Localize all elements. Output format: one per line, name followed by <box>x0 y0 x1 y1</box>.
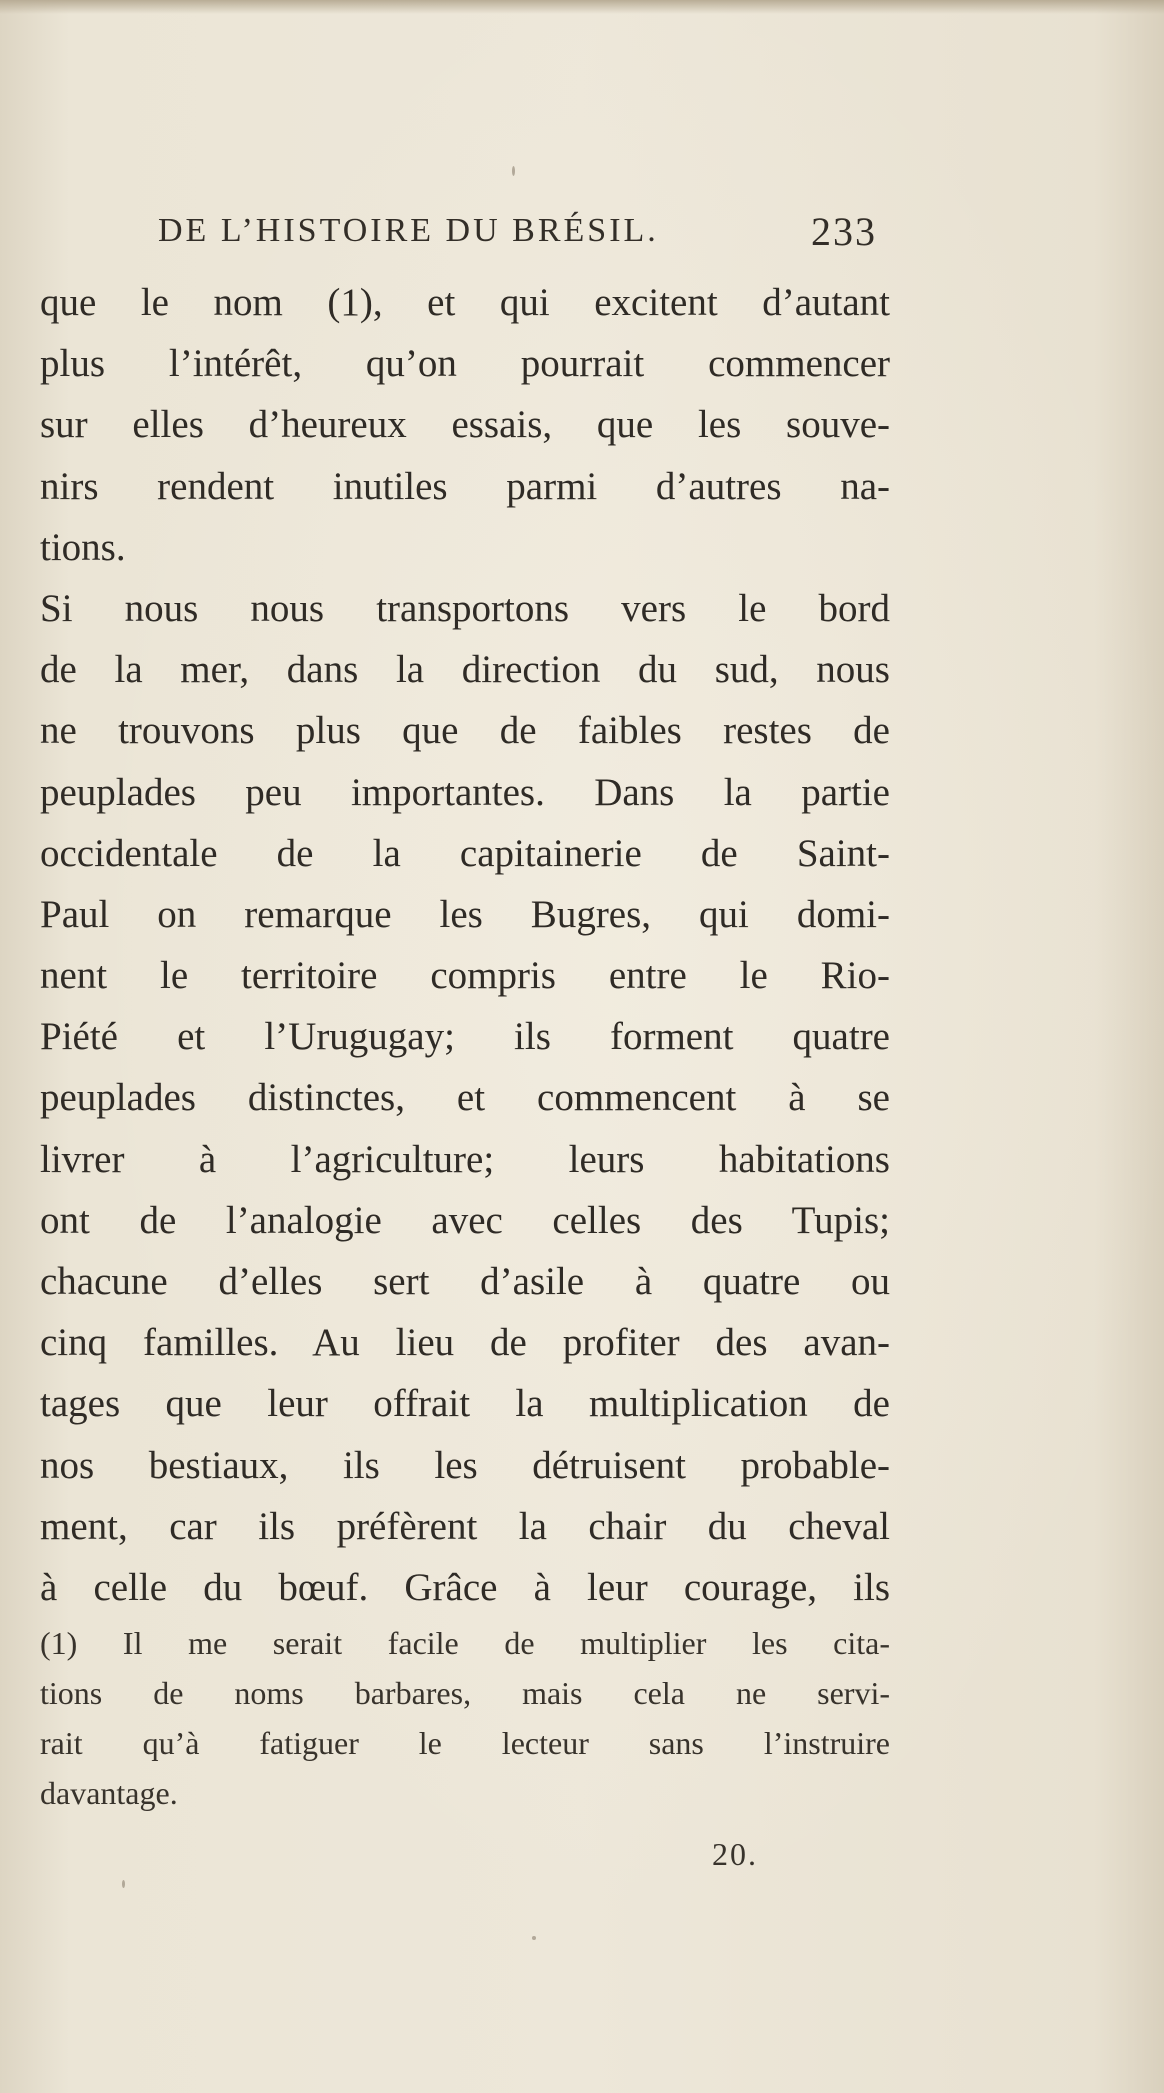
text-line: tages que leur offrait la multiplication de <box>40 1382 890 1426</box>
text-line: Si nous nous transportons vers le bord <box>40 586 890 630</box>
signature-mark: 20. <box>712 1836 758 1872</box>
text-line: ment, car ils préfèrent la chair du cheval <box>40 1504 890 1548</box>
page-number: 233 <box>811 209 877 254</box>
text-line: nent le territoire compris entre le Rio- <box>40 954 890 998</box>
text-line: à celle du bœuf. Grâce à leur courage, ils <box>40 1565 890 1609</box>
text-line: nirs rendent inutiles parmi d’autres na- <box>40 464 890 508</box>
page-top-edge <box>0 0 1164 14</box>
text-line: cinq familles. Au lieu de profiter des avan- <box>40 1321 890 1365</box>
running-head <box>0 209 1164 272</box>
text-line: tions. <box>40 525 126 569</box>
running-title: DE L’HISTOIRE DU BRÉSIL. <box>158 212 659 249</box>
footnote-line: tions de noms barbares, mais cela ne servi- <box>40 1675 890 1711</box>
text-line: plus l’intérêt, qu’on pourrait commencer <box>40 342 890 386</box>
paper-speck <box>122 1880 125 1888</box>
text-line: sur elles d’heureux essais, que les souve- <box>40 403 890 447</box>
paper-speck <box>532 1936 536 1940</box>
footnote-line: (1) Il me serait facile de multiplier les cita- <box>40 1625 890 1661</box>
text-line: ont de l’analogie avec celles des Tupis; <box>40 1198 890 1242</box>
text-line: Piété et l’Urugugay; ils forment quatre <box>40 1015 890 1059</box>
text-line: peuplades peu importantes. Dans la partie <box>40 770 890 814</box>
text-line: chacune d’elles sert d’asile à quatre ou <box>40 1260 890 1303</box>
text-line: Paul on remarque les Bugres, qui domi- <box>40 892 890 936</box>
footnote <box>40 1618 890 1818</box>
text-line: nos bestiaux, ils les détruisent probable- <box>40 1443 890 1487</box>
text-line: ne trouvons plus que de faibles restes de <box>40 709 890 753</box>
text-line: que le nom (1), et qui excitent d’autant <box>40 281 890 324</box>
text-line: livrer à l’agriculture; leurs habitations <box>40 1137 890 1181</box>
text-line: peuplades distinctes, et commencent à se <box>40 1076 890 1120</box>
paper-speck <box>512 166 515 176</box>
text-line: occidentale de la capitainerie de Saint- <box>40 831 890 875</box>
body-text <box>40 272 890 1618</box>
footnote-line: rait qu’à fatiguer le lecteur sans l’instruire <box>40 1725 890 1761</box>
footnote-line: davantage. <box>40 1775 178 1811</box>
text-line: de la mer, dans la direction du sud, nous <box>40 648 890 692</box>
